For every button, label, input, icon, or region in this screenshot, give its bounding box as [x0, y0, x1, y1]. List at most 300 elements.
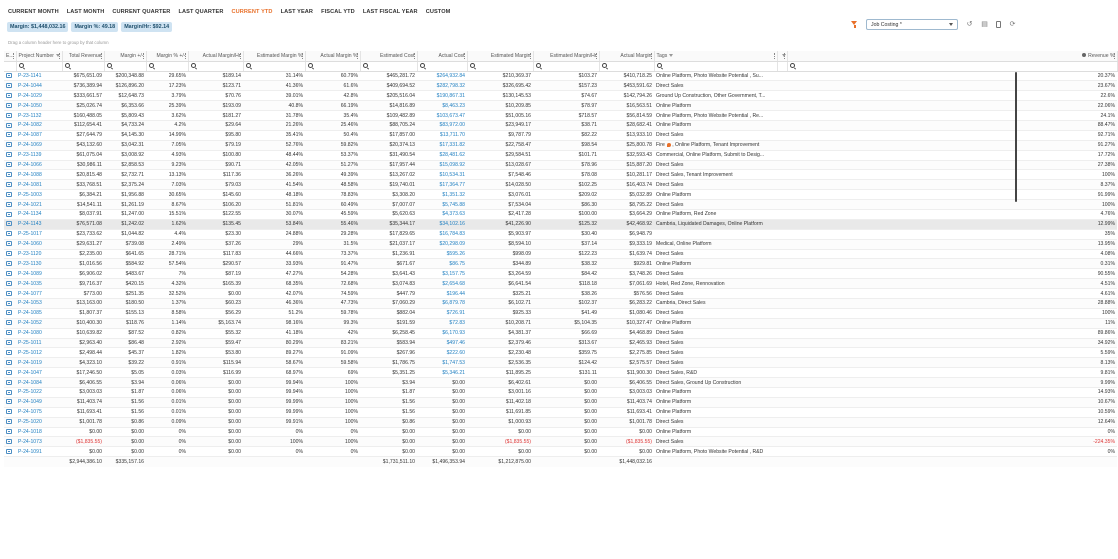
col-total-revenue[interactable] — [62, 51, 104, 61]
filter-cell[interactable] — [104, 61, 146, 71]
edit-cell[interactable] — [4, 170, 16, 180]
grid-cell: $2,417.28 — [467, 209, 533, 219]
edit-cell[interactable] — [4, 279, 16, 289]
table-row[interactable] — [4, 249, 1117, 259]
edit-cell[interactable] — [4, 200, 16, 210]
grid-cell: $10,209.85 — [467, 101, 533, 111]
project-number-link[interactable]: P-23-1132 — [16, 111, 62, 121]
edit-cell[interactable] — [4, 378, 16, 388]
tags-spacer-cell — [777, 407, 787, 417]
tags-spacer-cell — [777, 130, 787, 140]
grid-cell: Online Platform — [654, 120, 777, 130]
col-margin-percent[interactable] — [146, 51, 188, 61]
grid-cell: $6,402.61 — [467, 378, 533, 388]
project-number-link[interactable]: P-23-1130 — [16, 259, 62, 269]
grid-cell: $21,037.17 — [360, 239, 417, 249]
table-row[interactable] — [4, 427, 1117, 437]
edit-cell[interactable] — [4, 318, 16, 328]
edit-icon[interactable] — [6, 113, 12, 118]
project-number-link[interactable]: P-24-1082 — [16, 120, 62, 130]
edit-icon[interactable] — [6, 370, 12, 375]
edit-icon[interactable] — [6, 439, 12, 444]
grid-cell: $0.86 — [104, 417, 146, 427]
edit-icon[interactable] — [6, 103, 12, 108]
edit-cell[interactable] — [4, 229, 16, 239]
grid-cell: $0.00 — [360, 437, 417, 447]
margin-per-hour-badge: Margin/Hr: $92.14 — [121, 22, 172, 32]
edit-icon[interactable] — [6, 73, 12, 78]
period-current-month[interactable]: CURRENT MONTH — [8, 9, 59, 15]
grid-cell: $20,298.09 — [417, 239, 467, 249]
column-menu-icon[interactable] — [13, 53, 15, 59]
grid-cell: $98.54 — [533, 140, 599, 150]
total-empty-cell — [4, 457, 16, 467]
column-menu-icon[interactable] — [784, 53, 786, 59]
edit-icon[interactable] — [6, 310, 12, 315]
grid-cell: $11,691.85 — [467, 407, 533, 417]
edit-icon[interactable] — [6, 429, 12, 434]
edit-icon[interactable] — [6, 281, 12, 286]
project-number-link[interactable]: P-24-1075 — [16, 407, 62, 417]
edit-icon[interactable] — [6, 172, 12, 177]
col-estimated-margin-percent[interactable] — [243, 51, 305, 61]
grid-cell: $5,104.35 — [533, 318, 599, 328]
project-number-link[interactable]: P-24-1052 — [16, 318, 62, 328]
grid-cell: 20.37% — [787, 71, 1117, 81]
table-row[interactable] — [4, 298, 1117, 308]
calendar-icon[interactable]: ▤ — [981, 20, 988, 28]
table-row[interactable] — [4, 397, 1117, 407]
table-row[interactable] — [4, 279, 1117, 289]
grid-cell: $117.36 — [188, 170, 243, 180]
edit-cell[interactable] — [4, 81, 16, 91]
edit-icon[interactable] — [6, 83, 12, 88]
edit-icon[interactable] — [6, 182, 12, 187]
tags-spacer-cell — [777, 229, 787, 239]
grid-cell: 47.73% — [305, 298, 360, 308]
grid-cell: $17,364.77 — [417, 180, 467, 190]
project-number-link[interactable]: P-25-1017 — [16, 229, 62, 239]
edit-cell[interactable] — [4, 397, 16, 407]
edit-icon[interactable] — [6, 390, 12, 395]
grid-cell: $124.42 — [533, 358, 599, 368]
project-number-link[interactable]: P-25-1022 — [16, 388, 62, 398]
grid-cell: 9.99% — [787, 378, 1117, 388]
edit-cell[interactable] — [4, 180, 16, 190]
table-row[interactable] — [4, 160, 1117, 170]
filter-cell[interactable] — [777, 61, 787, 71]
grid-cell: 17.72% — [787, 150, 1117, 160]
grid-cell: 10.67% — [787, 397, 1117, 407]
edit-cell[interactable] — [4, 447, 16, 457]
project-number-link[interactable]: P-24-1085 — [16, 308, 62, 318]
table-row[interactable] — [4, 368, 1117, 378]
edit-cell[interactable] — [4, 140, 16, 150]
edit-icon[interactable] — [6, 350, 12, 355]
table-row[interactable] — [4, 81, 1117, 91]
project-number-link[interactable]: P-24-1143 — [16, 219, 62, 229]
project-number-link[interactable]: P-24-1091 — [16, 447, 62, 457]
table-row[interactable] — [4, 407, 1117, 417]
filter-cell[interactable] — [188, 61, 243, 71]
grid-cell: $145.60 — [188, 190, 243, 200]
edit-icon[interactable] — [6, 409, 12, 414]
project-number-link[interactable]: P-24-1080 — [16, 328, 62, 338]
edit-icon[interactable] — [6, 301, 12, 306]
grid-cell: $420.15 — [104, 279, 146, 289]
table-row[interactable] — [4, 170, 1117, 180]
edit-icon[interactable] — [6, 449, 12, 454]
grid-cell: $60.23 — [188, 298, 243, 308]
table-row[interactable] — [4, 239, 1117, 249]
table-row[interactable] — [4, 358, 1117, 368]
edit-cell[interactable] — [4, 308, 16, 318]
project-number-link[interactable]: P-24-1088 — [16, 170, 62, 180]
table-row[interactable] — [4, 289, 1117, 299]
filter-cell[interactable] — [62, 61, 104, 71]
edit-cell[interactable] — [4, 368, 16, 378]
col-tags-filter[interactable] — [777, 51, 787, 61]
edit-cell[interactable] — [4, 219, 16, 229]
col-actual-margin[interactable] — [599, 51, 654, 61]
project-number-link[interactable]: P-24-1021 — [16, 200, 62, 210]
column-menu-icon[interactable] — [357, 53, 359, 59]
grid-cell: 59.78% — [305, 308, 360, 318]
table-row[interactable] — [4, 437, 1117, 447]
table-row[interactable] — [4, 269, 1117, 279]
filter-cell[interactable] — [243, 61, 305, 71]
grid-cell: Direct Sales — [654, 269, 777, 279]
col-actual-margin-percent[interactable] — [305, 51, 360, 61]
project-number-link[interactable]: P-24-1019 — [16, 358, 62, 368]
edit-icon[interactable] — [6, 340, 12, 345]
project-number-link[interactable]: P-24-1066 — [16, 160, 62, 170]
edit-icon[interactable] — [6, 231, 12, 236]
column-header-row — [4, 51, 1117, 61]
edit-icon[interactable] — [6, 291, 12, 296]
edit-icon[interactable] — [6, 271, 12, 276]
grid-cell: 28.71% — [146, 249, 188, 259]
project-number-link[interactable]: P-24-1060 — [16, 239, 62, 249]
project-number-link[interactable]: P-25-1003 — [16, 190, 62, 200]
edit-cell[interactable] — [4, 298, 16, 308]
report-select[interactable] — [866, 19, 958, 30]
column-filter-icon[interactable] — [669, 54, 673, 57]
grid-cell: 4.2% — [146, 120, 188, 130]
col-revenue-percent[interactable] — [787, 51, 1117, 61]
grid-cell: 0% — [787, 447, 1117, 457]
grid-cell: $6,879.78 — [417, 298, 467, 308]
project-number-link[interactable]: P-25-1020 — [16, 417, 62, 427]
col-actual-margin-hr[interactable] — [188, 51, 243, 61]
table-row[interactable] — [4, 378, 1117, 388]
project-number-link[interactable]: P-24-1053 — [16, 298, 62, 308]
period-current-quarter[interactable]: CURRENT QUARTER — [112, 9, 171, 15]
table-row[interactable] — [4, 338, 1117, 348]
grid-cell: $15,098.92 — [417, 160, 467, 170]
project-number-link[interactable]: P-24-1044 — [16, 81, 62, 91]
period-last-year[interactable]: LAST YEAR — [280, 9, 314, 15]
total-estimated-margin: $1,212,875.00 — [467, 457, 533, 467]
table-row[interactable] — [4, 91, 1117, 101]
grid-cell: 48.58% — [305, 180, 360, 190]
edit-icon[interactable] — [6, 241, 12, 246]
grid-cell: 99.3% — [305, 318, 360, 328]
edit-icon[interactable] — [6, 152, 12, 157]
grid-cell: 35.41% — [243, 130, 305, 140]
edit-cell[interactable] — [4, 190, 16, 200]
period-custom[interactable]: CUSTOM — [425, 9, 451, 15]
edit-icon[interactable] — [6, 360, 12, 365]
edit-icon[interactable] — [6, 212, 12, 217]
grid-cell: 4.51% — [787, 279, 1117, 289]
edit-cell[interactable] — [4, 437, 16, 447]
edit-cell[interactable] — [4, 269, 16, 279]
grid-cell: 45.59% — [305, 209, 360, 219]
project-number-link[interactable]: P-24-1077 — [16, 289, 62, 299]
edit-icon[interactable] — [6, 251, 12, 256]
period-last-quarter[interactable]: LAST QUARTER — [178, 9, 224, 15]
edit-cell[interactable] — [4, 407, 16, 417]
grid-cell: $17,957.44 — [360, 160, 417, 170]
column-menu-icon[interactable] — [143, 53, 145, 59]
search-icon — [149, 63, 154, 68]
project-number-link[interactable]: P-24-1049 — [16, 397, 62, 407]
edit-icon[interactable] — [6, 93, 12, 98]
project-number-link[interactable]: P-23-1141 — [16, 71, 62, 81]
project-number-link[interactable]: P-24-1084 — [16, 378, 62, 388]
filter-cell[interactable] — [417, 61, 467, 71]
grid-cell: $1,001.78 — [599, 417, 654, 427]
grid-cell: 0.06% — [146, 388, 188, 398]
edit-cell[interactable] — [4, 71, 16, 81]
table-row[interactable] — [4, 140, 1117, 150]
table-row[interactable] — [4, 120, 1117, 130]
table-row[interactable] — [4, 130, 1117, 140]
edit-cell[interactable] — [4, 328, 16, 338]
filter-cell[interactable] — [146, 61, 188, 71]
tags-spacer-cell — [777, 180, 787, 190]
filter-cell[interactable] — [467, 61, 533, 71]
edit-cell[interactable] — [4, 239, 16, 249]
grid-cell: $31,490.54 — [360, 150, 417, 160]
edit-cell[interactable] — [4, 249, 16, 259]
edit-cell[interactable] — [4, 120, 16, 130]
filter-cell[interactable] — [360, 61, 417, 71]
total-empty-cell — [654, 457, 777, 467]
edit-cell[interactable] — [4, 289, 16, 299]
table-row[interactable] — [4, 111, 1117, 121]
column-menu-icon[interactable] — [530, 53, 532, 59]
project-number-link[interactable]: P-23-1139 — [16, 150, 62, 160]
report-select-value: Job Costing * — [871, 21, 902, 28]
edit-cell[interactable] — [4, 259, 16, 269]
project-number-link[interactable]: P-24-1089 — [16, 269, 62, 279]
col-estimated-margin[interactable] — [467, 51, 533, 61]
period-fiscal-ytd[interactable]: FISCAL YTD — [321, 9, 355, 15]
edit-icon[interactable] — [6, 132, 12, 137]
edit-cell[interactable] — [4, 209, 16, 219]
vertical-scrollbar[interactable] — [1015, 72, 1017, 202]
table-row[interactable] — [4, 229, 1117, 239]
table-row[interactable] — [4, 200, 1117, 210]
column-menu-icon[interactable] — [240, 53, 242, 59]
table-row[interactable] — [4, 219, 1117, 229]
grid-cell: $2,536.35 — [467, 358, 533, 368]
period-last-month[interactable]: LAST MONTH — [66, 9, 105, 15]
column-menu-icon[interactable] — [651, 53, 653, 59]
grid-cell: $112,654.41 — [62, 120, 104, 130]
edit-icon[interactable] — [6, 330, 12, 335]
filter-cell[interactable] — [599, 61, 654, 71]
filter-cell[interactable] — [787, 61, 1117, 71]
project-number-link[interactable]: P-23-1120 — [16, 249, 62, 259]
edit-icon[interactable] — [6, 320, 12, 325]
project-number-link[interactable]: P-24-1069 — [16, 140, 62, 150]
funnel-icon[interactable] — [851, 21, 858, 28]
project-number-link[interactable]: P-25-1012 — [16, 348, 62, 358]
total-empty-cell — [787, 457, 1117, 467]
grid-cell: $1.87 — [104, 388, 146, 398]
table-row[interactable] — [4, 71, 1117, 81]
col-project-number[interactable] — [16, 51, 62, 61]
grid-cell: 9.23% — [146, 160, 188, 170]
grid-cell: $326,695.42 — [467, 81, 533, 91]
filter-cell[interactable] — [533, 61, 599, 71]
table-row[interactable] — [4, 447, 1117, 457]
grid-cell: $51,005.16 — [467, 111, 533, 121]
project-number-link[interactable]: P-24-1081 — [16, 180, 62, 190]
edit-cell[interactable] — [4, 91, 16, 101]
table-row[interactable] — [4, 259, 1117, 269]
document-icon[interactable] — [996, 21, 1001, 28]
column-menu-icon[interactable] — [414, 53, 416, 59]
column-menu-icon[interactable] — [185, 53, 187, 59]
search-icon — [657, 63, 662, 68]
table-row[interactable] — [4, 190, 1117, 200]
project-number-link[interactable]: P-24-1029 — [16, 91, 62, 101]
column-menu-icon[interactable] — [302, 53, 304, 59]
grid-cell: $82.22 — [533, 130, 599, 140]
edit-cell[interactable] — [4, 417, 16, 427]
grid-cell: 0.03% — [146, 368, 188, 378]
table-row[interactable] — [4, 417, 1117, 427]
tags-spacer-cell — [777, 219, 787, 229]
edit-cell[interactable] — [4, 427, 16, 437]
table-row[interactable] — [4, 388, 1117, 398]
col-estimated-margin-hr[interactable] — [533, 51, 599, 61]
column-menu-icon[interactable] — [101, 53, 103, 59]
column-menu-icon[interactable] — [1114, 53, 1116, 59]
column-menu-icon[interactable] — [596, 53, 598, 59]
filter-cell[interactable] — [305, 61, 360, 71]
project-number-link[interactable]: P-24-1047 — [16, 368, 62, 378]
edit-icon[interactable] — [6, 192, 12, 197]
table-row[interactable] — [4, 348, 1117, 358]
table-row[interactable] — [4, 209, 1117, 219]
grid-cell: Online Platform — [654, 190, 777, 200]
table-row[interactable] — [4, 180, 1117, 190]
column-menu-icon[interactable] — [59, 53, 61, 59]
table-row[interactable] — [4, 318, 1117, 328]
project-number-link[interactable]: P-24-1035 — [16, 279, 62, 289]
filter-cell[interactable] — [16, 61, 62, 71]
table-row[interactable] — [4, 308, 1117, 318]
project-number-link[interactable]: P-24-1134 — [16, 209, 62, 219]
grid-cell: $11,895.25 — [467, 368, 533, 378]
col-tags[interactable] — [654, 51, 777, 61]
edit-cell[interactable] — [4, 338, 16, 348]
grid-cell: $0.00 — [533, 407, 599, 417]
period-last-fiscal-year[interactable]: LAST FISCAL YEAR — [362, 9, 418, 15]
edit-cell[interactable] — [4, 130, 16, 140]
refresh-icon[interactable]: ⟳ — [1009, 20, 1016, 28]
project-number-link[interactable]: P-24-1073 — [16, 437, 62, 447]
table-row[interactable] — [4, 150, 1117, 160]
edit-cell[interactable] — [4, 101, 16, 111]
edit-icon[interactable] — [6, 202, 12, 207]
grid-cell: $0.00 — [417, 427, 467, 437]
export-icon[interactable]: ↺ — [966, 20, 973, 28]
project-number-link[interactable]: P-24-1050 — [16, 101, 62, 111]
edit-icon[interactable] — [6, 261, 12, 266]
edit-icon[interactable] — [6, 380, 12, 385]
edit-icon[interactable] — [6, 123, 12, 128]
grid-cell: 1.37% — [146, 298, 188, 308]
grid-cell: 0% — [305, 447, 360, 457]
column-menu-icon[interactable] — [774, 53, 776, 59]
filter-cell[interactable] — [4, 61, 16, 71]
grid-cell: $584.92 — [104, 259, 146, 269]
grid-cell: $6,353.66 — [104, 101, 146, 111]
edit-icon[interactable] — [6, 142, 12, 147]
column-menu-icon[interactable] — [464, 53, 466, 59]
grid-cell: $7,534.04 — [467, 200, 533, 210]
col-actual-cost[interactable] — [417, 51, 467, 61]
edit-icon[interactable] — [6, 162, 12, 167]
col-margin[interactable] — [104, 51, 146, 61]
project-number-link[interactable]: P-25-1011 — [16, 338, 62, 348]
filter-cell[interactable] — [654, 61, 777, 71]
grid-cell: 4.93% — [146, 150, 188, 160]
grid-cell: $14,028.50 — [467, 180, 533, 190]
grid-cell: $267.96 — [360, 348, 417, 358]
grid-cell: 100% — [305, 388, 360, 398]
grid-cell: $726.91 — [417, 308, 467, 318]
period-current-ytd[interactable]: CURRENT YTD — [231, 9, 273, 15]
project-number-link[interactable]: P-24-1087 — [16, 130, 62, 140]
edit-icon[interactable] — [6, 221, 12, 226]
table-row[interactable] — [4, 328, 1117, 338]
table-row[interactable] — [4, 101, 1117, 111]
edit-cell[interactable] — [4, 388, 16, 398]
col-estimated-cost[interactable] — [360, 51, 417, 61]
edit-cell[interactable] — [4, 150, 16, 160]
project-number-link[interactable]: P-24-1018 — [16, 427, 62, 437]
edit-cell[interactable] — [4, 111, 16, 121]
edit-cell[interactable] — [4, 348, 16, 358]
grid-cell: 7.05% — [146, 140, 188, 150]
grid-cell: $3,003.03 — [599, 388, 654, 398]
col-edit[interactable] — [4, 51, 16, 61]
grid-cell: 99.94% — [243, 388, 305, 398]
grid-cell: 42.07% — [243, 289, 305, 299]
edit-icon[interactable] — [6, 419, 12, 424]
grid-cell: $8,594.10 — [467, 239, 533, 249]
edit-cell[interactable] — [4, 358, 16, 368]
edit-icon[interactable] — [6, 399, 12, 404]
edit-cell[interactable] — [4, 160, 16, 170]
